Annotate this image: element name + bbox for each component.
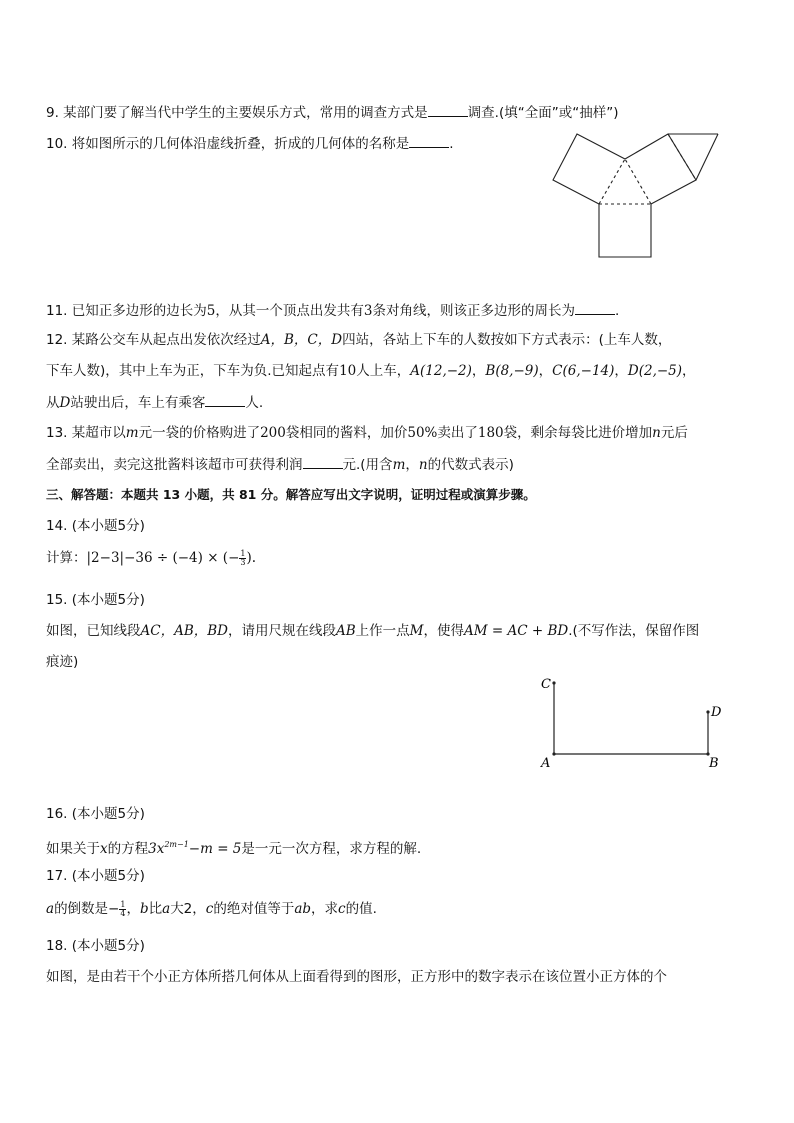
section-3-heading: 三、解答题：本题共 13 小题，共 81 分。解答应写出文字说明，证明过程或演算步骤。 [46, 487, 536, 502]
question-12-line-1: 12. 某路公交车从起点出发依次经过A，B，C，D四站，各站上下车的人数按如下方式表示：(上车人数， [46, 332, 672, 348]
question-16-heading: 16. (本小题5分) [46, 806, 145, 822]
answer-blank[interactable] [428, 102, 468, 117]
label-a: A [541, 756, 551, 771]
label-c: C [541, 677, 551, 692]
question-11: 11. 已知正多边形的边长为5，从其一个顶点出发共有3条对角线，则该正多边形的周长为 . [46, 300, 619, 321]
question-14-heading: 14. (本小题5分) [46, 518, 145, 534]
question-14-body: 计算：|2−3|−36 ÷ (−4) × (− $\frac{1}{3}$ ). [46, 548, 257, 567]
question-15-heading: 15. (本小题5分) [46, 592, 145, 608]
answer-blank[interactable] [575, 300, 615, 315]
answer-blank[interactable] [205, 392, 245, 407]
question-15-line-2: 痕迹) [46, 654, 79, 670]
answer-blank[interactable] [409, 133, 449, 148]
question-17-body: a的倒数是− $\frac{1}{4}$ ，b比a大2，c的绝对值等于ab，求c的值. [46, 899, 377, 918]
question-17-heading: 17. (本小题5分) [46, 868, 145, 884]
question-12-line-3: 从D站驶出后，车上有乘客 人. [46, 392, 263, 413]
question-15-line-1: 如图，已知线段AC，AB，BD，请用尺规在线段AB上作一点M，使得AM = AC + BD.(不写作法，保留作图 [46, 623, 700, 639]
fraction: $\frac{1}{4}$ [120, 899, 126, 918]
question-10: 10. 将如图所示的几何体沿虚线折叠，折成的几何体的名称是 . [46, 133, 454, 154]
question-13-line-2: 全部卖出，卖完这批酱料该超市可获得利润 元.(用含m，n的代数式表示) [46, 454, 514, 475]
label-b: B [709, 756, 719, 771]
question-9: 9. 某部门要了解当代中学生的主要娱乐方式，常用的调查方式是 调查.(填“全面”或“抽样”) [46, 102, 618, 123]
question-12-line-2: 下车人数)，其中上车为正，下车为负.已知起点有10人上车，A(12,−2)，B(8,−9)，C(6,−14)，D(2,−5)， [46, 363, 696, 379]
question-18-body: 如图，是由若干个小正方体所搭几何体从上面看得到的图形，正方形中的数字表示在该位置小正方体的个 [46, 969, 667, 985]
answer-blank[interactable] [303, 454, 343, 469]
question-16-body: 如果关于x的方程$3x^{2m-1}-m = 5$是一元一次方程，求方程的解. [46, 840, 422, 857]
question-18-heading: 18. (本小题5分) [46, 938, 145, 954]
fraction: $\frac{1}{3}$ [240, 548, 246, 567]
label-d: D [711, 705, 722, 720]
question-13-line-1: 13. 某超市以m元一袋的价格购进了200袋相同的酱料，加价50%卖出了180袋，剩余每袋比进价增加n元后 [46, 425, 688, 441]
